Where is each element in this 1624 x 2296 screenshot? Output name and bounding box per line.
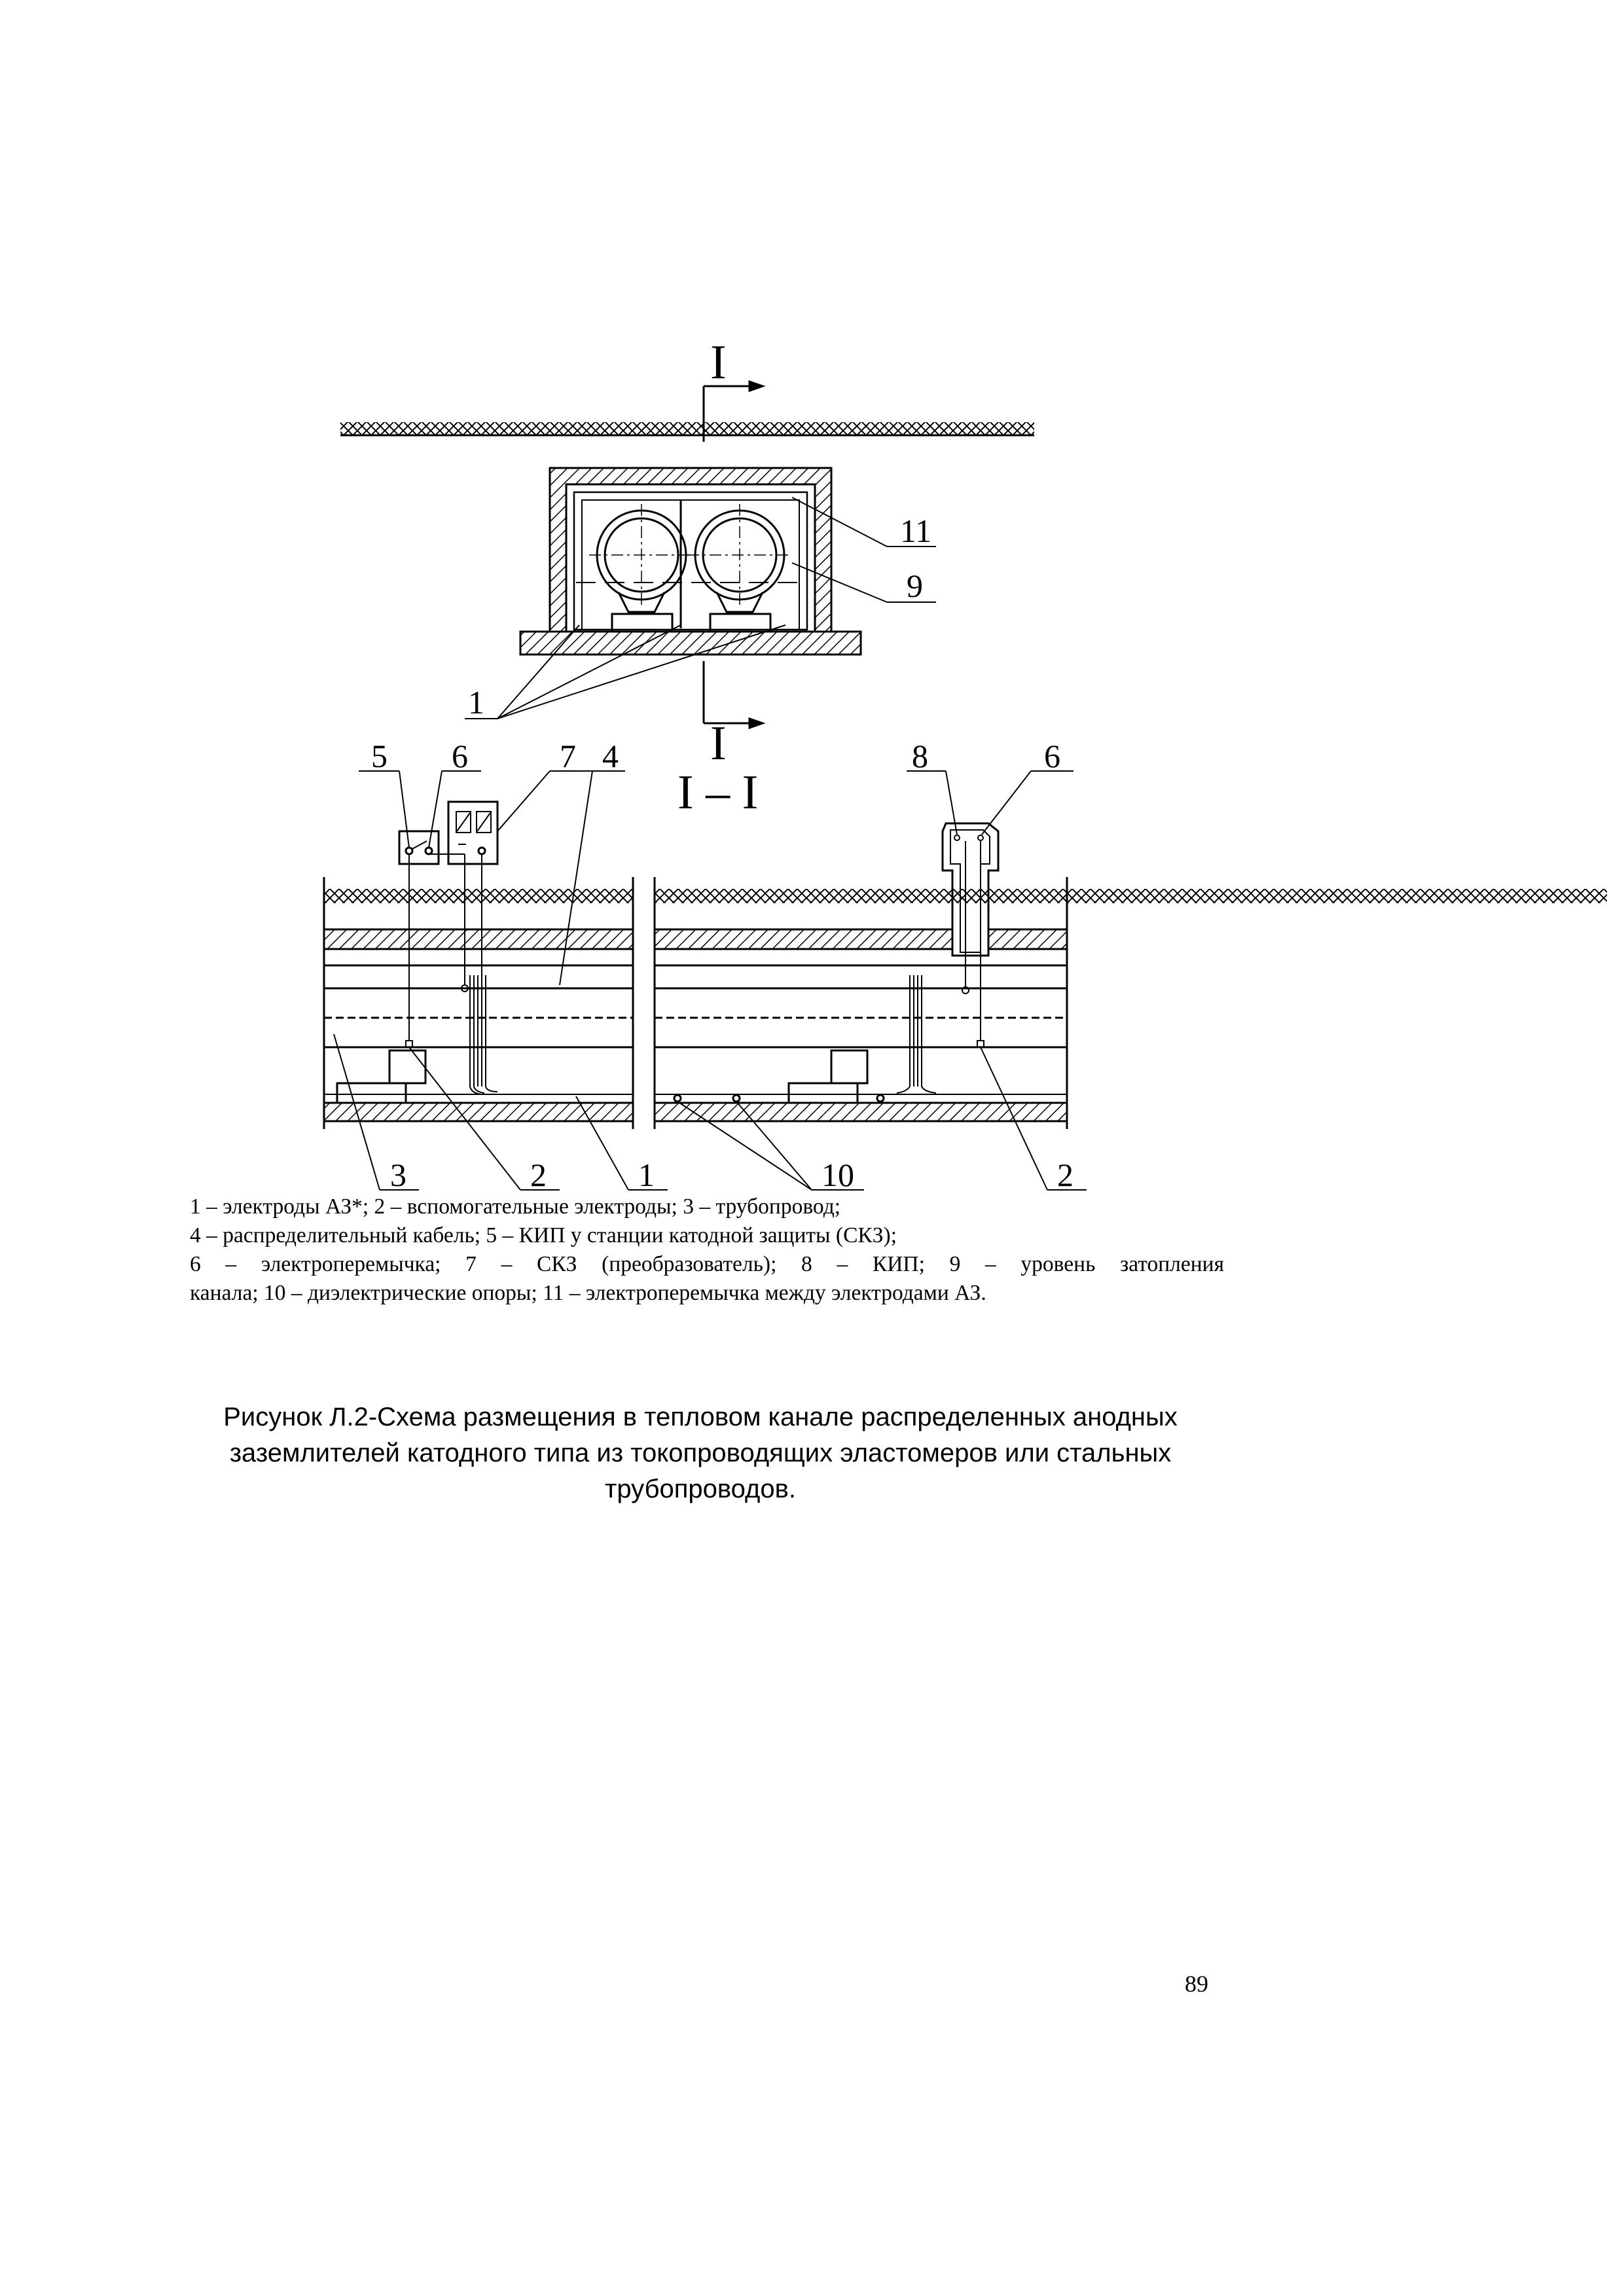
figure-caption [170, 1399, 1231, 1507]
page-number: 89 [1185, 1971, 1208, 1997]
longitudinal-section [324, 771, 1607, 1190]
callout-5: 5 [371, 738, 388, 774]
caption-line-2: заземлителей катодного типа из токопроводящих эластомеров или стальных [229, 1439, 1172, 1467]
callout-7: 7 [560, 738, 576, 774]
callout-6-left: 6 [452, 738, 468, 774]
legend-line-1: 1 – электроды АЗ*; 2 – вспомогательные электроды; 3 – трубопровод; [190, 1194, 841, 1219]
section-mark-bottom: I [710, 717, 727, 770]
callout-1-bottom: 1 [638, 1157, 655, 1193]
caption-line-1: Рисунок Л.2-Схема размещения в тепловом канале распределенных анодных [223, 1403, 1178, 1431]
callout-2-right: 2 [1057, 1157, 1074, 1193]
channel-cross-section [340, 382, 1034, 728]
caption-line-3: трубопроводов. [605, 1475, 796, 1503]
callout-6-right: 6 [1044, 738, 1060, 774]
callout-8: 8 [912, 738, 928, 774]
figure-legend [190, 1193, 1224, 1308]
callout-3: 3 [390, 1157, 406, 1193]
callout-9: 9 [907, 567, 923, 604]
section-title: I – I [677, 766, 759, 819]
callout-11: 11 [900, 512, 932, 549]
legend-line-2: 4 – распределительный кабель; 5 – КИП у станции катодной защиты (СКЗ); [190, 1223, 897, 1247]
callout-10: 10 [821, 1157, 854, 1193]
callout-1-top: 1 [468, 684, 484, 721]
callout-4: 4 [602, 738, 619, 774]
section-mark-top: I [710, 336, 727, 389]
callout-2-left: 2 [530, 1157, 547, 1193]
legend-line-4: канала; 10 – диэлектрические опоры; 11 – электроперемычка между электродами АЗ. [190, 1281, 986, 1305]
legend-line-3: 6 – электроперемычка; 7 – СКЗ (преобразователь); 8 – КИП; 9 – уровень затопления [190, 1252, 1224, 1276]
